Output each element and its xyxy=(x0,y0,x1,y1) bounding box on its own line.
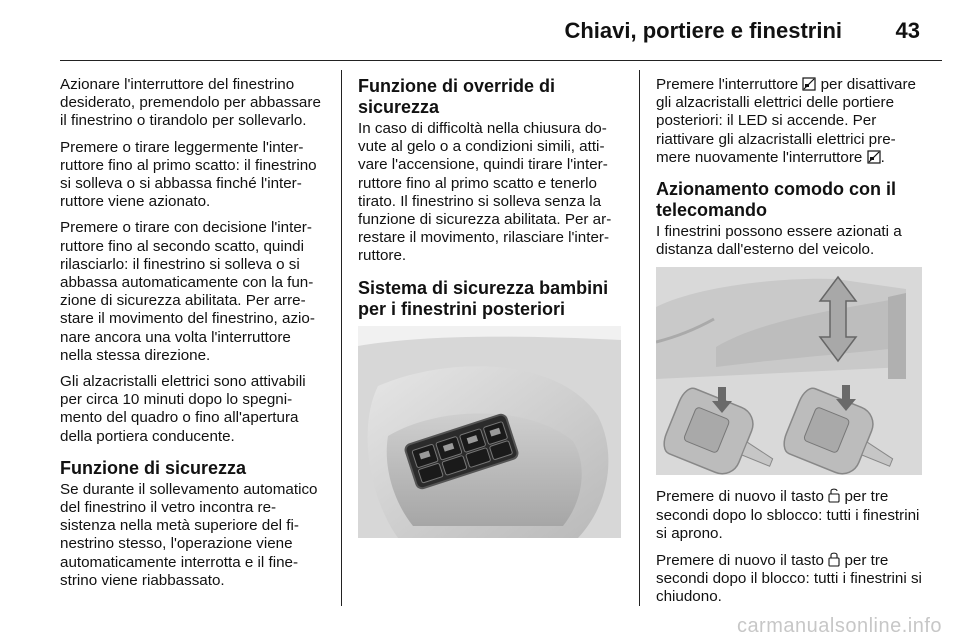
child-window-lock-icon xyxy=(867,150,881,164)
section-heading-remote: Azionamento comodo con il telecomando xyxy=(656,179,897,221)
child-window-lock-icon xyxy=(802,77,816,91)
paragraph: I finestrini possono essere azionati a distanza dall'esterno del veicolo. xyxy=(656,223,902,259)
padlock-open-icon xyxy=(828,487,840,503)
column-divider-1 xyxy=(341,70,342,606)
column-2 xyxy=(358,76,624,550)
window-switch-photo xyxy=(358,326,621,538)
paragraph: Azionare l'interruttore del finestrino desiderato, premendolo per abbassare il finestrino o tirandolo per sollevarlo. xyxy=(60,76,321,130)
column-1 xyxy=(60,76,326,598)
paragraph: Premere o tirare leggermente l'interruttore fino al primo scatto: il finestrino si solleva o si abbassa finché l'interruttore viene azionato. xyxy=(60,138,317,211)
section-heading-override: Funzione di override di sicurezza xyxy=(358,76,556,117)
paragraph: Premere di nuovo il tasto per tre secondi dopo lo sblocco: tutti i finestrini si aprono. xyxy=(656,488,920,542)
paragraph: Gli alzacristalli elettrici sono attivabili per circa 10 minuti dopo lo spegnimento del quadro o fino all'apertura della portiera conducente. xyxy=(60,373,306,445)
paragraph: Premere di nuovo il tasto per tre secondi dopo il blocco: tutti i finestrini si chiudono. xyxy=(656,552,922,606)
column-3 xyxy=(656,76,922,615)
paragraph: Se durante il sollevamento automatico del finestrino il vetro incontra resistenza nella metà superiore del finestrino stesso, l'operazione viene automaticamente interrotta e il finestrino viene riabbassato. xyxy=(60,480,318,589)
remote-control-illustration xyxy=(656,267,922,475)
paragraph: In caso di difficoltà nella chiusura dovute al gelo o a condizioni simili, attivare l'accensione, quindi tirare l'interruttore fino al primo scatto e tenerlo tirato. Il finestrino si solleva senza la funzione di sicurezza abilitata. Per arrestare il movimento, rilasciare l'interruttore. xyxy=(358,120,612,265)
page-number: 43 xyxy=(895,18,920,43)
padlock-closed-icon xyxy=(828,551,840,567)
column-divider-2 xyxy=(639,70,640,606)
section-heading-safety: Funzione di sicurezza xyxy=(60,457,247,478)
watermark: carmanualsonline.info xyxy=(736,615,942,637)
paragraph: Premere o tirare con decisione l'interruttore fino al secondo scatto, quindi rilasciarlo: il finestrino si solleva o si abbassa automaticamente con la funzione di sicurezza abilitata. Per arrestare il movimento del finestrino, azionare ancora una volta l'interruttore nella stessa direzione. xyxy=(60,219,315,364)
page-title: Chiavi, portiere e finestrini xyxy=(564,18,842,43)
header-divider xyxy=(60,60,942,61)
section-heading-child-lock: Sistema di sicurezza bambini per i finestrini posteriori xyxy=(358,277,609,319)
paragraph: Premere l'interruttore per disattivare gli alzacristalli elettrici delle portiere posteriori: il LED si accende. Per riattivare gli alzacristalli elettrici premere nuovamente l'interruttore . xyxy=(656,76,916,166)
